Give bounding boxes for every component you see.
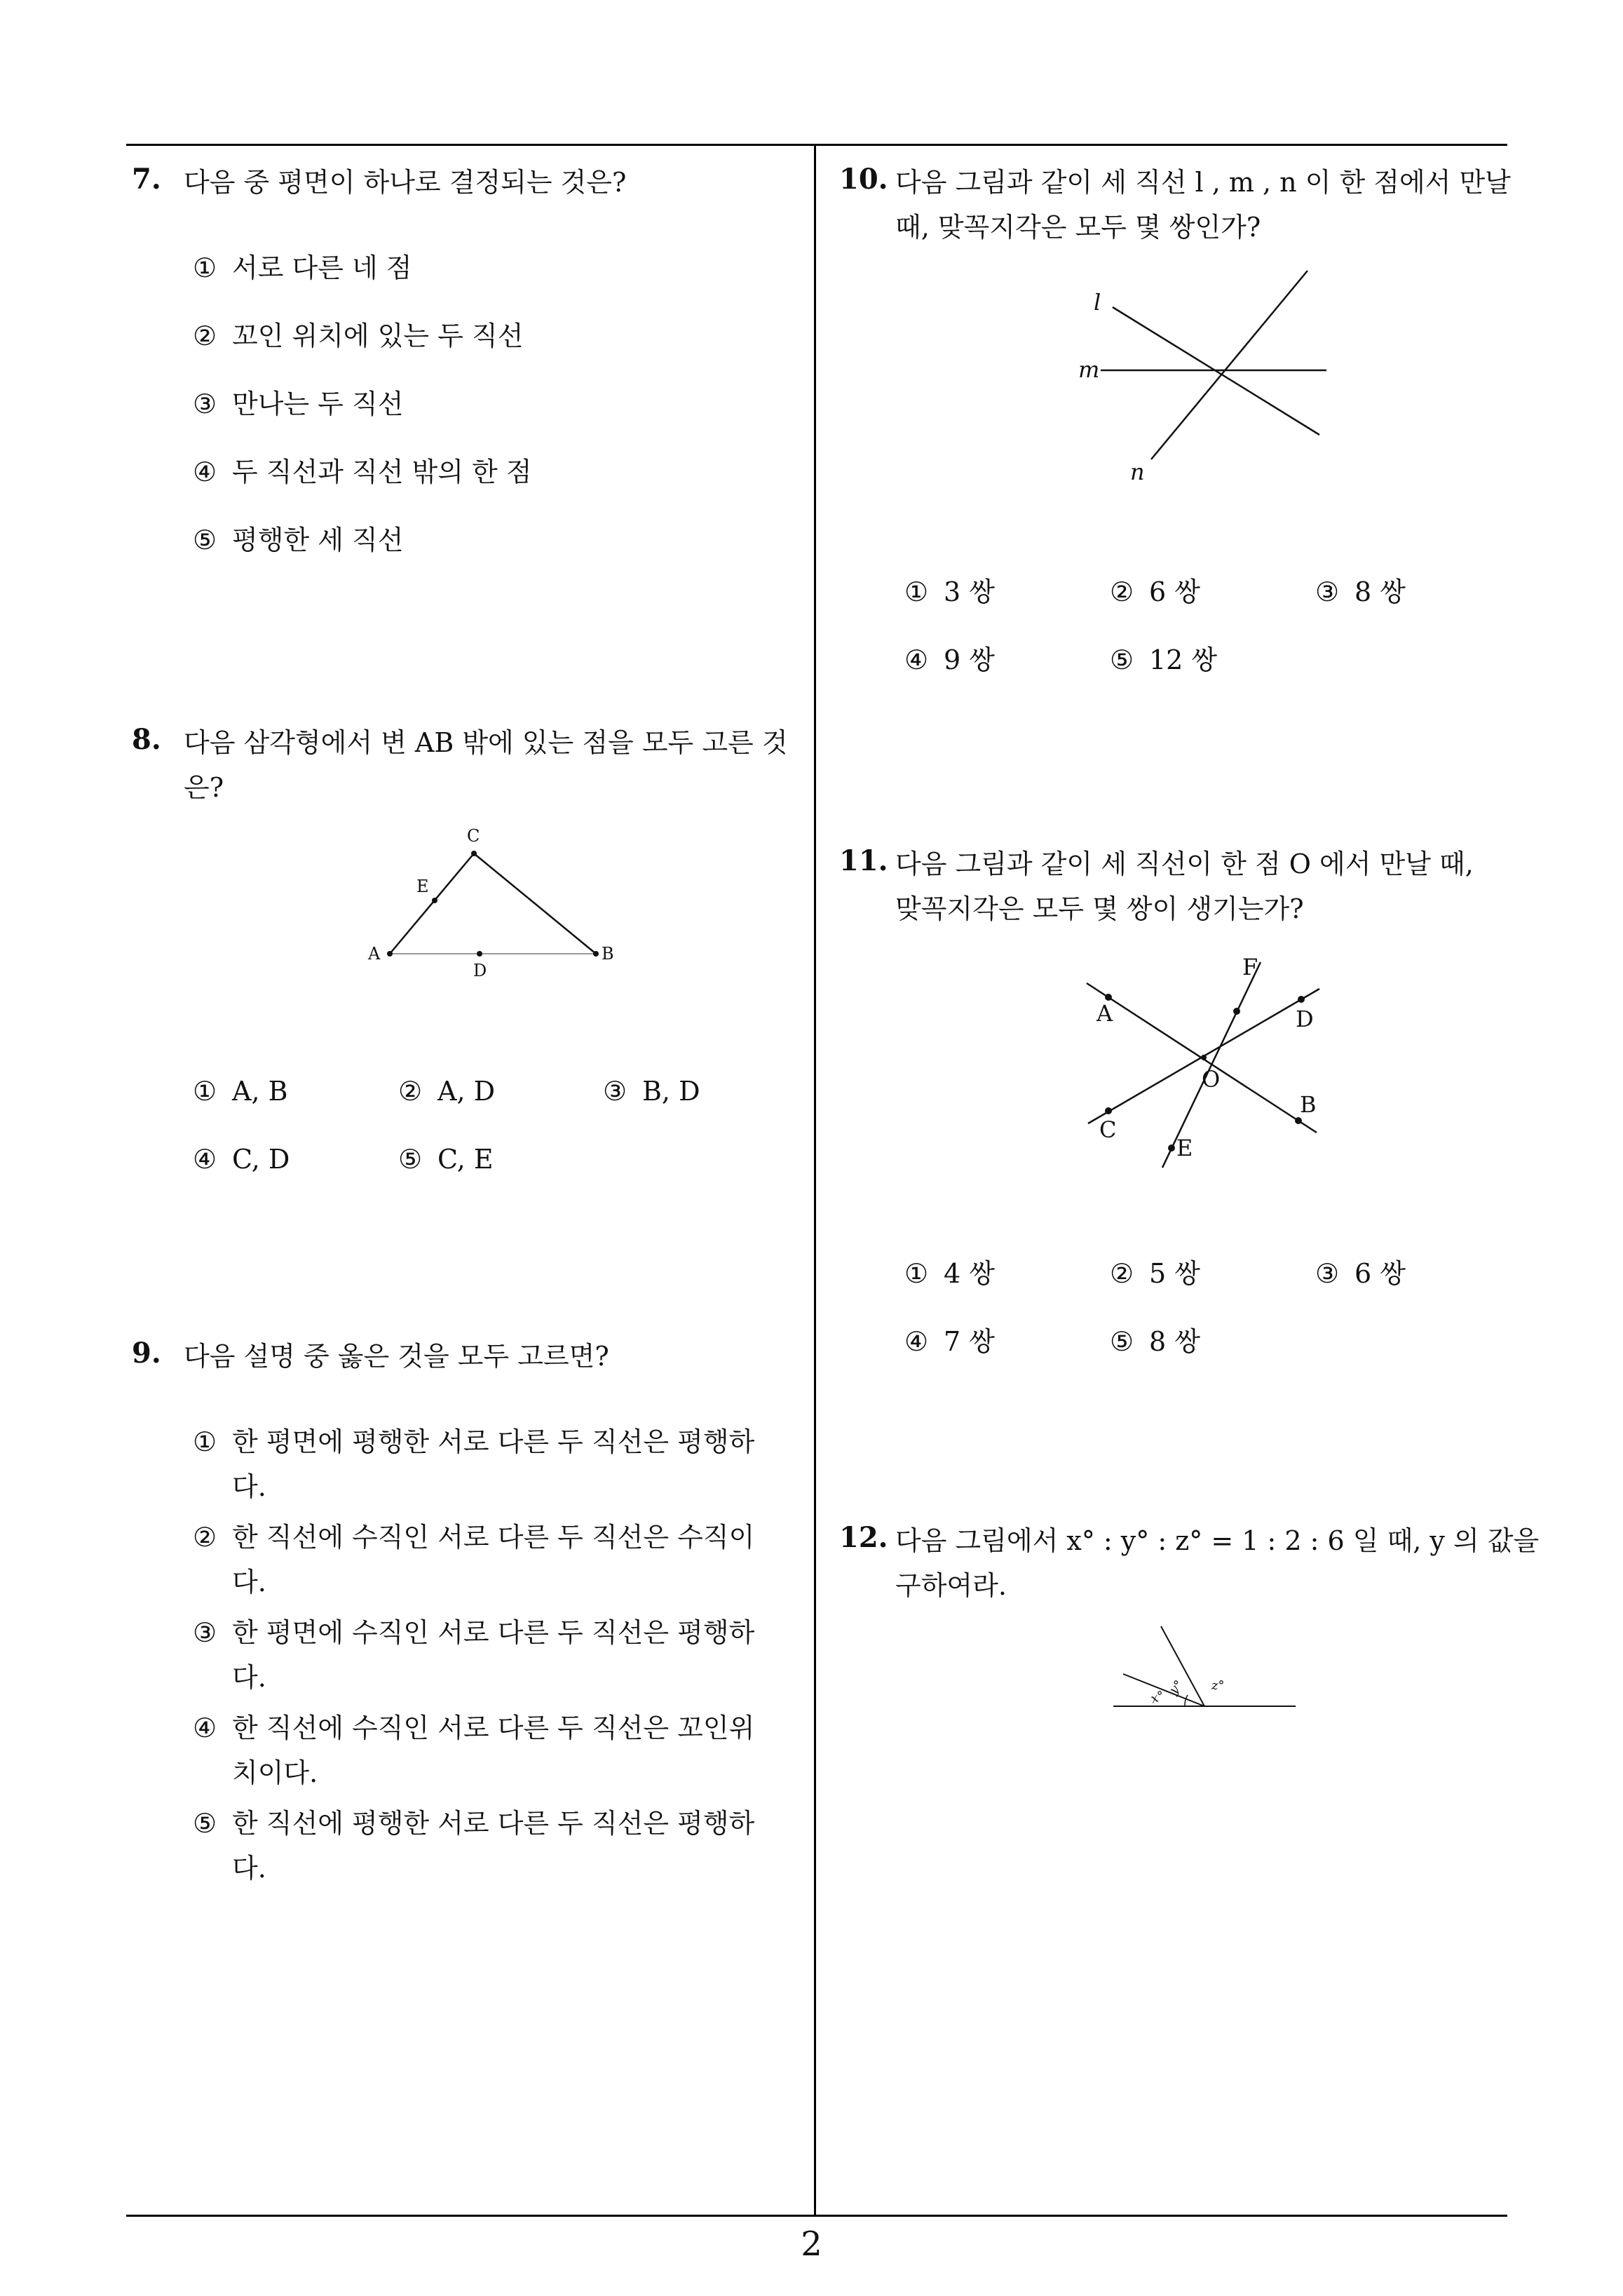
option-text: 만나는 두 직선	[232, 389, 404, 419]
three-lines-figure	[1073, 259, 1339, 491]
label-e: E	[1176, 1135, 1193, 1161]
label-o: O	[1202, 1066, 1221, 1093]
point-e	[432, 898, 437, 903]
option-marker: ⑤	[398, 1144, 423, 1175]
point-e	[1168, 1144, 1175, 1152]
option-2[interactable]	[1110, 569, 1200, 614]
label-c: C	[1099, 1116, 1117, 1143]
label-b: B	[1300, 1091, 1317, 1118]
option-text: 한 직선에 평행한 서로 다른 두 직선은 평행하	[232, 1808, 755, 1839]
option-2[interactable]	[398, 1069, 495, 1114]
option-marker: ②	[1110, 576, 1134, 607]
option-marker: ③	[193, 1617, 217, 1648]
option-1[interactable]	[193, 1419, 754, 1464]
angle-arc	[1185, 1695, 1188, 1706]
option-4-continuation: 치이다.	[232, 1757, 318, 1788]
label-n: n	[1130, 459, 1145, 485]
label-f: F	[1242, 954, 1258, 980]
point-a	[387, 951, 393, 957]
page-number: 2	[801, 2224, 822, 2264]
top-rule	[126, 144, 1507, 146]
line-n	[1151, 271, 1308, 459]
option-marker: ④	[193, 457, 217, 487]
option-4[interactable]	[904, 637, 995, 682]
option-text: 평행한 세 직선	[232, 525, 404, 555]
option-text: 8 쌍	[1354, 576, 1406, 607]
option-3[interactable]	[1315, 1251, 1406, 1296]
triangle-figure	[358, 821, 638, 989]
point-c	[1105, 1107, 1112, 1114]
option-marker: ②	[193, 1522, 217, 1553]
option-text: 서로 다른 네 점	[232, 252, 412, 283]
option-text: 한 직선에 수직인 서로 다른 두 직선은 수직이	[232, 1522, 755, 1553]
label-z: z°	[1211, 1678, 1225, 1693]
option-1[interactable]	[904, 1251, 995, 1296]
option-text: 6 쌍	[1149, 576, 1200, 607]
option-marker: ①	[193, 1076, 217, 1107]
option-marker: ③	[603, 1076, 627, 1107]
option-marker: ④	[904, 644, 929, 675]
column-divider	[814, 144, 816, 2216]
label-m: m	[1078, 356, 1100, 383]
question-text-line-2: 때, 맞꼭지각은 모두 몇 쌍인가?	[895, 212, 1261, 243]
question-text-line-1: 다음 그림에서 x° : y° : z° = 1 : 2 : 6 일 때, y 의 값을	[895, 1525, 1540, 1556]
option-text: A, D	[437, 1076, 496, 1107]
option-text: A, B	[232, 1076, 288, 1107]
option-4[interactable]	[904, 1319, 995, 1364]
question-text: 다음 설명 중 옳은 것을 모두 고르면?	[184, 1341, 609, 1372]
option-1[interactable]	[193, 245, 412, 290]
option-text: 3 쌍	[944, 576, 995, 607]
option-5[interactable]	[398, 1137, 494, 1182]
option-4[interactable]	[193, 450, 531, 494]
label-d: D	[1296, 1006, 1314, 1032]
option-5[interactable]	[1110, 1319, 1200, 1364]
question-text-line-2: 구하여라.	[895, 1570, 1007, 1601]
option-marker: ③	[1315, 1258, 1340, 1289]
point-d	[477, 951, 482, 957]
angles-figure	[1108, 1616, 1311, 1715]
option-marker: ②	[1110, 1258, 1134, 1289]
question-number: 11.	[839, 844, 888, 877]
bottom-rule	[126, 2215, 1507, 2217]
option-text: C, E	[437, 1144, 494, 1175]
label-y: y°	[1166, 1677, 1187, 1698]
option-text: 5 쌍	[1149, 1258, 1200, 1289]
question-number: 8.	[132, 723, 161, 756]
point-b	[593, 951, 599, 957]
option-3[interactable]	[1315, 569, 1406, 614]
side-ac	[390, 853, 474, 954]
option-text: C, D	[232, 1144, 290, 1175]
point-c	[471, 851, 477, 856]
option-2[interactable]	[1110, 1251, 1200, 1296]
label-a: A	[1096, 1000, 1113, 1027]
option-text: 8 쌍	[1149, 1326, 1200, 1357]
option-marker: ⑤	[193, 525, 217, 555]
label-c: C	[467, 826, 480, 846]
option-marker: ①	[193, 252, 217, 283]
point-o	[1201, 1055, 1207, 1060]
option-text: 한 평면에 수직인 서로 다른 두 직선은 평행하	[232, 1617, 755, 1648]
option-3[interactable]	[603, 1069, 700, 1114]
question-text-line-1: 다음 그림과 같이 세 직선 l , m , n 이 한 점에서 만날	[895, 167, 1511, 198]
point-d	[1298, 996, 1305, 1003]
option-text: 7 쌍	[944, 1326, 995, 1357]
option-5-continuation: 다.	[232, 1853, 266, 1884]
option-marker: ⑤	[193, 1808, 217, 1839]
option-2[interactable]	[193, 313, 523, 358]
option-marker: ①	[904, 1258, 929, 1289]
option-marker: ③	[193, 389, 217, 419]
lines-through-o-figure	[1073, 954, 1339, 1185]
option-5[interactable]	[193, 518, 403, 562]
option-marker: ④	[193, 1144, 217, 1175]
option-marker: ⑤	[1110, 1326, 1134, 1357]
side-bc	[474, 853, 596, 954]
option-1[interactable]	[193, 1069, 288, 1114]
option-1-continuation: 다.	[232, 1471, 266, 1502]
option-2-continuation: 다.	[232, 1567, 266, 1598]
label-e: E	[416, 877, 429, 896]
option-text: 두 직선과 직선 밖의 한 점	[232, 457, 532, 487]
option-marker: ①	[193, 1426, 217, 1457]
label-x: x°	[1148, 1688, 1167, 1707]
option-5[interactable]	[1110, 637, 1217, 682]
question-text: 다음 중 평면이 하나로 결정되는 것은?	[184, 167, 627, 198]
option-text: 한 직선에 수직인 서로 다른 두 직선은 꼬인위	[232, 1713, 755, 1743]
label-b: B	[602, 944, 614, 964]
question-number: 10.	[839, 163, 888, 196]
option-text: 12 쌍	[1149, 644, 1218, 675]
option-5[interactable]	[193, 1801, 754, 1846]
label-l: l	[1094, 289, 1101, 316]
option-text: 4 쌍	[944, 1258, 995, 1289]
option-3[interactable]	[193, 381, 403, 426]
option-marker: ①	[904, 576, 929, 607]
label-a: A	[368, 944, 381, 964]
option-3-continuation: 다.	[232, 1662, 266, 1693]
option-4[interactable]	[193, 1706, 754, 1750]
option-3[interactable]	[193, 1610, 754, 1655]
question-number: 12.	[839, 1521, 888, 1554]
label-d: D	[473, 961, 487, 980]
option-text: 꼬인 위치에 있는 두 직선	[232, 320, 524, 351]
option-text: 9 쌍	[944, 644, 995, 675]
option-text: B, D	[642, 1076, 700, 1107]
option-marker: ③	[1315, 576, 1340, 607]
option-marker: ②	[193, 320, 217, 351]
option-marker: ④	[193, 1713, 217, 1743]
option-1[interactable]	[904, 569, 995, 614]
option-text: 한 평면에 평행한 서로 다른 두 직선은 평행하	[232, 1426, 755, 1457]
question-number: 7.	[132, 163, 161, 196]
question-text-line-1: 다음 삼각형에서 변 AB 밖에 있는 점을 모두 고른 것	[184, 727, 788, 758]
ray-y	[1161, 1626, 1204, 1706]
question-text-line-1: 다음 그림과 같이 세 직선이 한 점 O 에서 만날 때,	[895, 849, 1474, 879]
option-4[interactable]	[193, 1137, 290, 1182]
question-text-line-2: 은?	[184, 772, 224, 803]
option-marker: ②	[398, 1076, 423, 1107]
point-f	[1233, 1008, 1240, 1015]
option-2[interactable]	[193, 1515, 754, 1560]
question-text-line-2: 맞꼭지각은 모두 몇 쌍이 생기는가?	[895, 893, 1304, 924]
option-text: 6 쌍	[1354, 1258, 1406, 1289]
point-b	[1295, 1117, 1302, 1124]
option-marker: ⑤	[1110, 644, 1134, 675]
option-marker: ④	[904, 1326, 929, 1357]
question-number: 9.	[132, 1337, 161, 1370]
